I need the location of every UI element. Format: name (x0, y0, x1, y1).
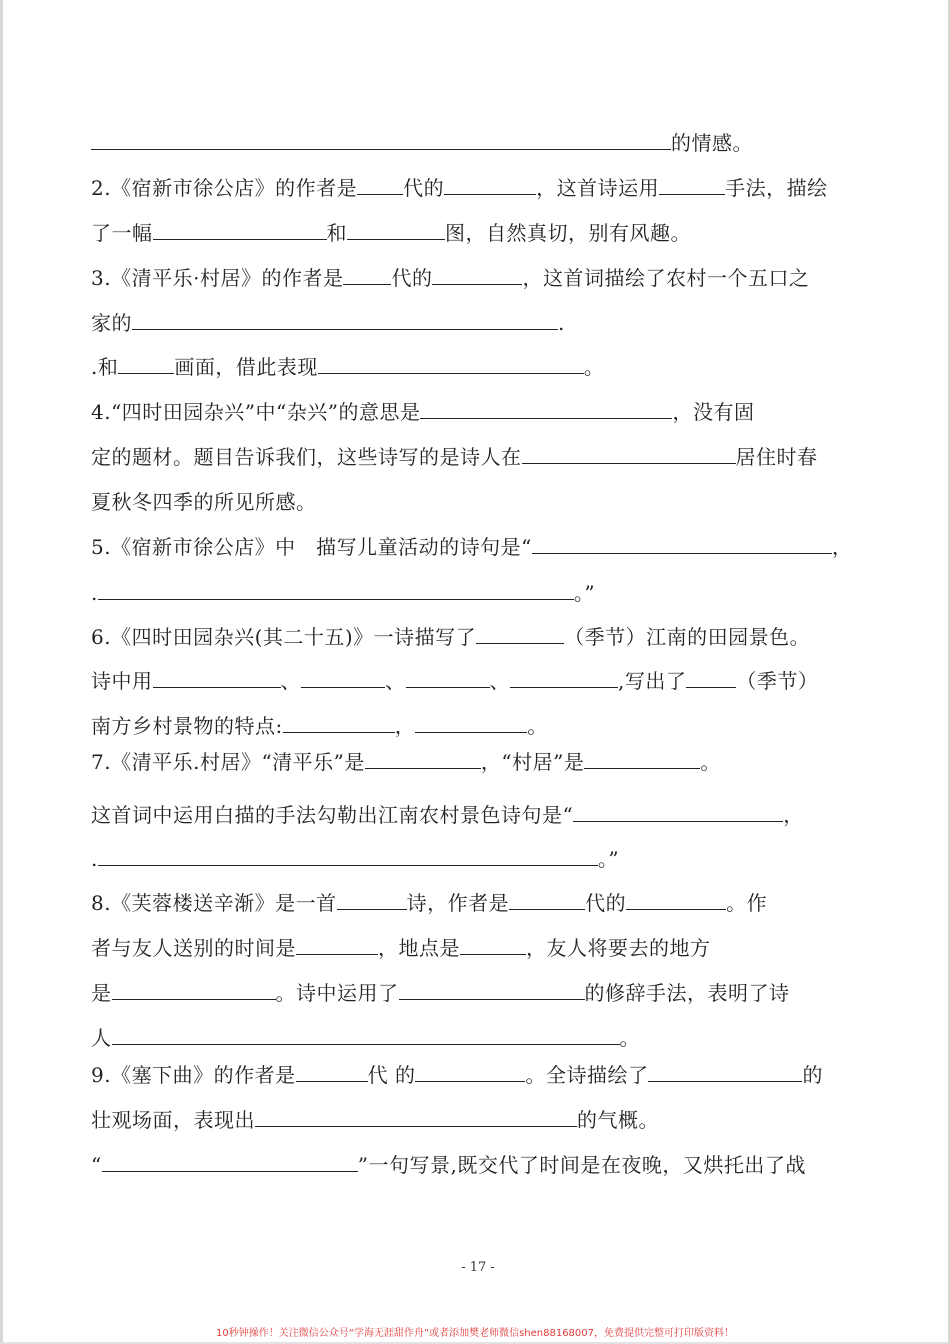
blank (153, 665, 281, 688)
text-segment: 。” (597, 847, 620, 871)
text-line (91, 1104, 659, 1136)
blank (112, 1022, 620, 1045)
text-line (91, 217, 691, 249)
text-segment: 代 的 (367, 1063, 416, 1087)
text-segment: 9.《塞下曲》的作者是 (91, 1063, 296, 1087)
text-segment: 。” (573, 581, 596, 605)
promo-banner: 10秒钟操作！关注微信公众号“学海无涯甜作舟”或者添加樊老师微信shen88168007，免费提供完整可打印版资料！ (215, 1328, 735, 1339)
text-segment: 。全诗描绘了 (525, 1063, 649, 1087)
text-segment: 定的题材。题目告诉我们，这些诗写的是诗人在 (91, 445, 522, 469)
text-segment: 。作 (726, 891, 768, 915)
question-5-line (91, 531, 852, 563)
text-segment: 7.《清平乐.村居》“清平乐”是 (91, 750, 365, 774)
text-segment: 2.《宿新市徐公店》的作者是 (91, 176, 358, 200)
text-segment: 壮观场面，表现出 (91, 1108, 255, 1132)
question-6-line (91, 621, 810, 653)
blank (357, 172, 403, 195)
blank (91, 127, 671, 150)
blank (406, 665, 490, 688)
text-line (91, 1149, 806, 1181)
question-7-line (91, 746, 721, 778)
text-segment: 、 (280, 669, 301, 693)
text-line (91, 799, 804, 831)
text-segment: 手法，描绘 (725, 176, 828, 200)
text-segment: ， (394, 714, 416, 738)
blank (318, 351, 584, 374)
text-segment: “ (91, 1153, 102, 1177)
blank (659, 172, 725, 195)
text-segment: 这首词中运用白描的手法勾勒出江南农村景色诗句是“ (91, 803, 574, 827)
blank (153, 217, 327, 240)
blank (522, 441, 736, 464)
text-segment: 南方乡村景物的特点: (91, 714, 283, 738)
text-line (91, 486, 317, 518)
question-8-line (91, 887, 767, 919)
text-segment: . (91, 581, 98, 605)
blank (296, 1059, 368, 1082)
text-segment: 8.《芙蓉楼送辛渐》是一首 (91, 891, 337, 915)
blank (420, 396, 672, 419)
text-segment: 、 (385, 669, 406, 693)
blank (584, 746, 700, 769)
text-segment: ， (783, 803, 804, 827)
text-segment: ，没有固 (672, 400, 755, 424)
blank (444, 172, 536, 195)
text-segment: 的修辞手法，表明了诗 (584, 981, 790, 1005)
blank (415, 1059, 525, 1082)
text-line (91, 665, 818, 697)
text-segment: 、 (489, 669, 510, 693)
text-segment: ，地点是 (378, 936, 460, 960)
text-segment: ，这首词描绘了农村一个五口之 (522, 266, 810, 290)
text-line (91, 127, 753, 159)
blank (532, 531, 832, 554)
text-segment: 诗中用 (91, 669, 153, 693)
text-segment: ，友人将要去的地方 (526, 936, 711, 960)
text-line (91, 351, 604, 383)
text-line (91, 577, 595, 609)
blank (102, 1149, 358, 1172)
text-segment: 4.“四时田园杂兴”中“杂兴”的意思是 (91, 400, 421, 424)
blank (347, 217, 445, 240)
blank (296, 932, 378, 955)
blank (648, 1059, 802, 1082)
blank (112, 977, 276, 1000)
blank (255, 1104, 577, 1127)
text-segment: 的气概。 (577, 1108, 659, 1132)
blank (301, 665, 385, 688)
blank (283, 710, 395, 733)
text-segment: ，“村居”是 (480, 750, 585, 774)
text-segment: 3.《清平乐·村居》的作者是 (91, 266, 344, 290)
blank (399, 977, 585, 1000)
blank (415, 710, 527, 733)
text-segment: 。 (700, 750, 721, 774)
question-9-line (91, 1059, 823, 1091)
text-segment: 夏秋冬四季的所见所感。 (91, 490, 317, 514)
text-line (91, 932, 711, 964)
text-segment: ,写出了 (618, 669, 687, 693)
blank (337, 887, 407, 910)
text-segment: 6.《四时田园杂兴(其二十五)》一诗描写了 (91, 625, 477, 649)
text-segment: 。 (527, 714, 548, 738)
page-number: - 17 - (461, 1260, 495, 1275)
text-segment: 的 (802, 1063, 823, 1087)
blank (432, 262, 522, 285)
blank (460, 932, 526, 955)
blank (686, 665, 736, 688)
blank (118, 351, 174, 374)
question-4-line (91, 396, 754, 428)
text-segment: 家的 (91, 311, 132, 335)
text-segment: ”一句写景,既交代了时间是在夜晚，又烘托出了战 (357, 1153, 806, 1177)
text-segment: 诗，作者是 (406, 891, 510, 915)
text-segment: 代的 (391, 266, 433, 290)
text-segment: 是 (91, 981, 112, 1005)
blank (343, 262, 391, 285)
text-line (91, 441, 818, 473)
text-segment: ， (831, 535, 853, 559)
blank (573, 799, 783, 822)
blank (476, 621, 564, 644)
blank (626, 887, 726, 910)
blank (510, 665, 618, 688)
text-segment: 人 (91, 1026, 112, 1050)
text-line (91, 843, 619, 875)
text-segment: 。 (619, 1026, 640, 1050)
blank (98, 577, 574, 600)
text-line (91, 710, 548, 742)
text-segment: 和 (326, 221, 347, 245)
text-segment: 了一幅 (91, 221, 153, 245)
text-segment: 图，自然真切，别有风趣。 (445, 221, 691, 245)
text-segment: . (558, 311, 565, 335)
text-segment: 代的 (403, 176, 445, 200)
blank (509, 887, 585, 910)
text-segment: 的情感。 (671, 131, 753, 155)
text-segment: 5.《宿新市徐公店》中 描写儿童活动的诗句是“ (91, 535, 532, 559)
text-line (91, 1022, 640, 1054)
text-segment: （季节）江南的田园景色。 (564, 625, 811, 649)
text-segment: ，这首诗运用 (536, 176, 660, 200)
blank (98, 843, 598, 866)
text-segment: 者与友人送别的时间是 (91, 936, 296, 960)
text-segment: .和 (91, 355, 119, 379)
text-segment: 。 (583, 355, 605, 379)
blank (365, 746, 481, 769)
text-segment: . (91, 847, 98, 871)
text-line (91, 307, 565, 339)
text-segment: 代的 (585, 891, 627, 915)
question-3-line (91, 262, 809, 294)
question-2-line (91, 172, 828, 204)
text-segment: （季节） (736, 669, 819, 693)
text-segment: 居住时春 (735, 445, 818, 469)
text-segment: 。诗中运用了 (275, 981, 399, 1005)
text-segment: 画面，借此表现 (174, 355, 318, 379)
text-line (91, 977, 790, 1009)
blank (132, 307, 558, 330)
